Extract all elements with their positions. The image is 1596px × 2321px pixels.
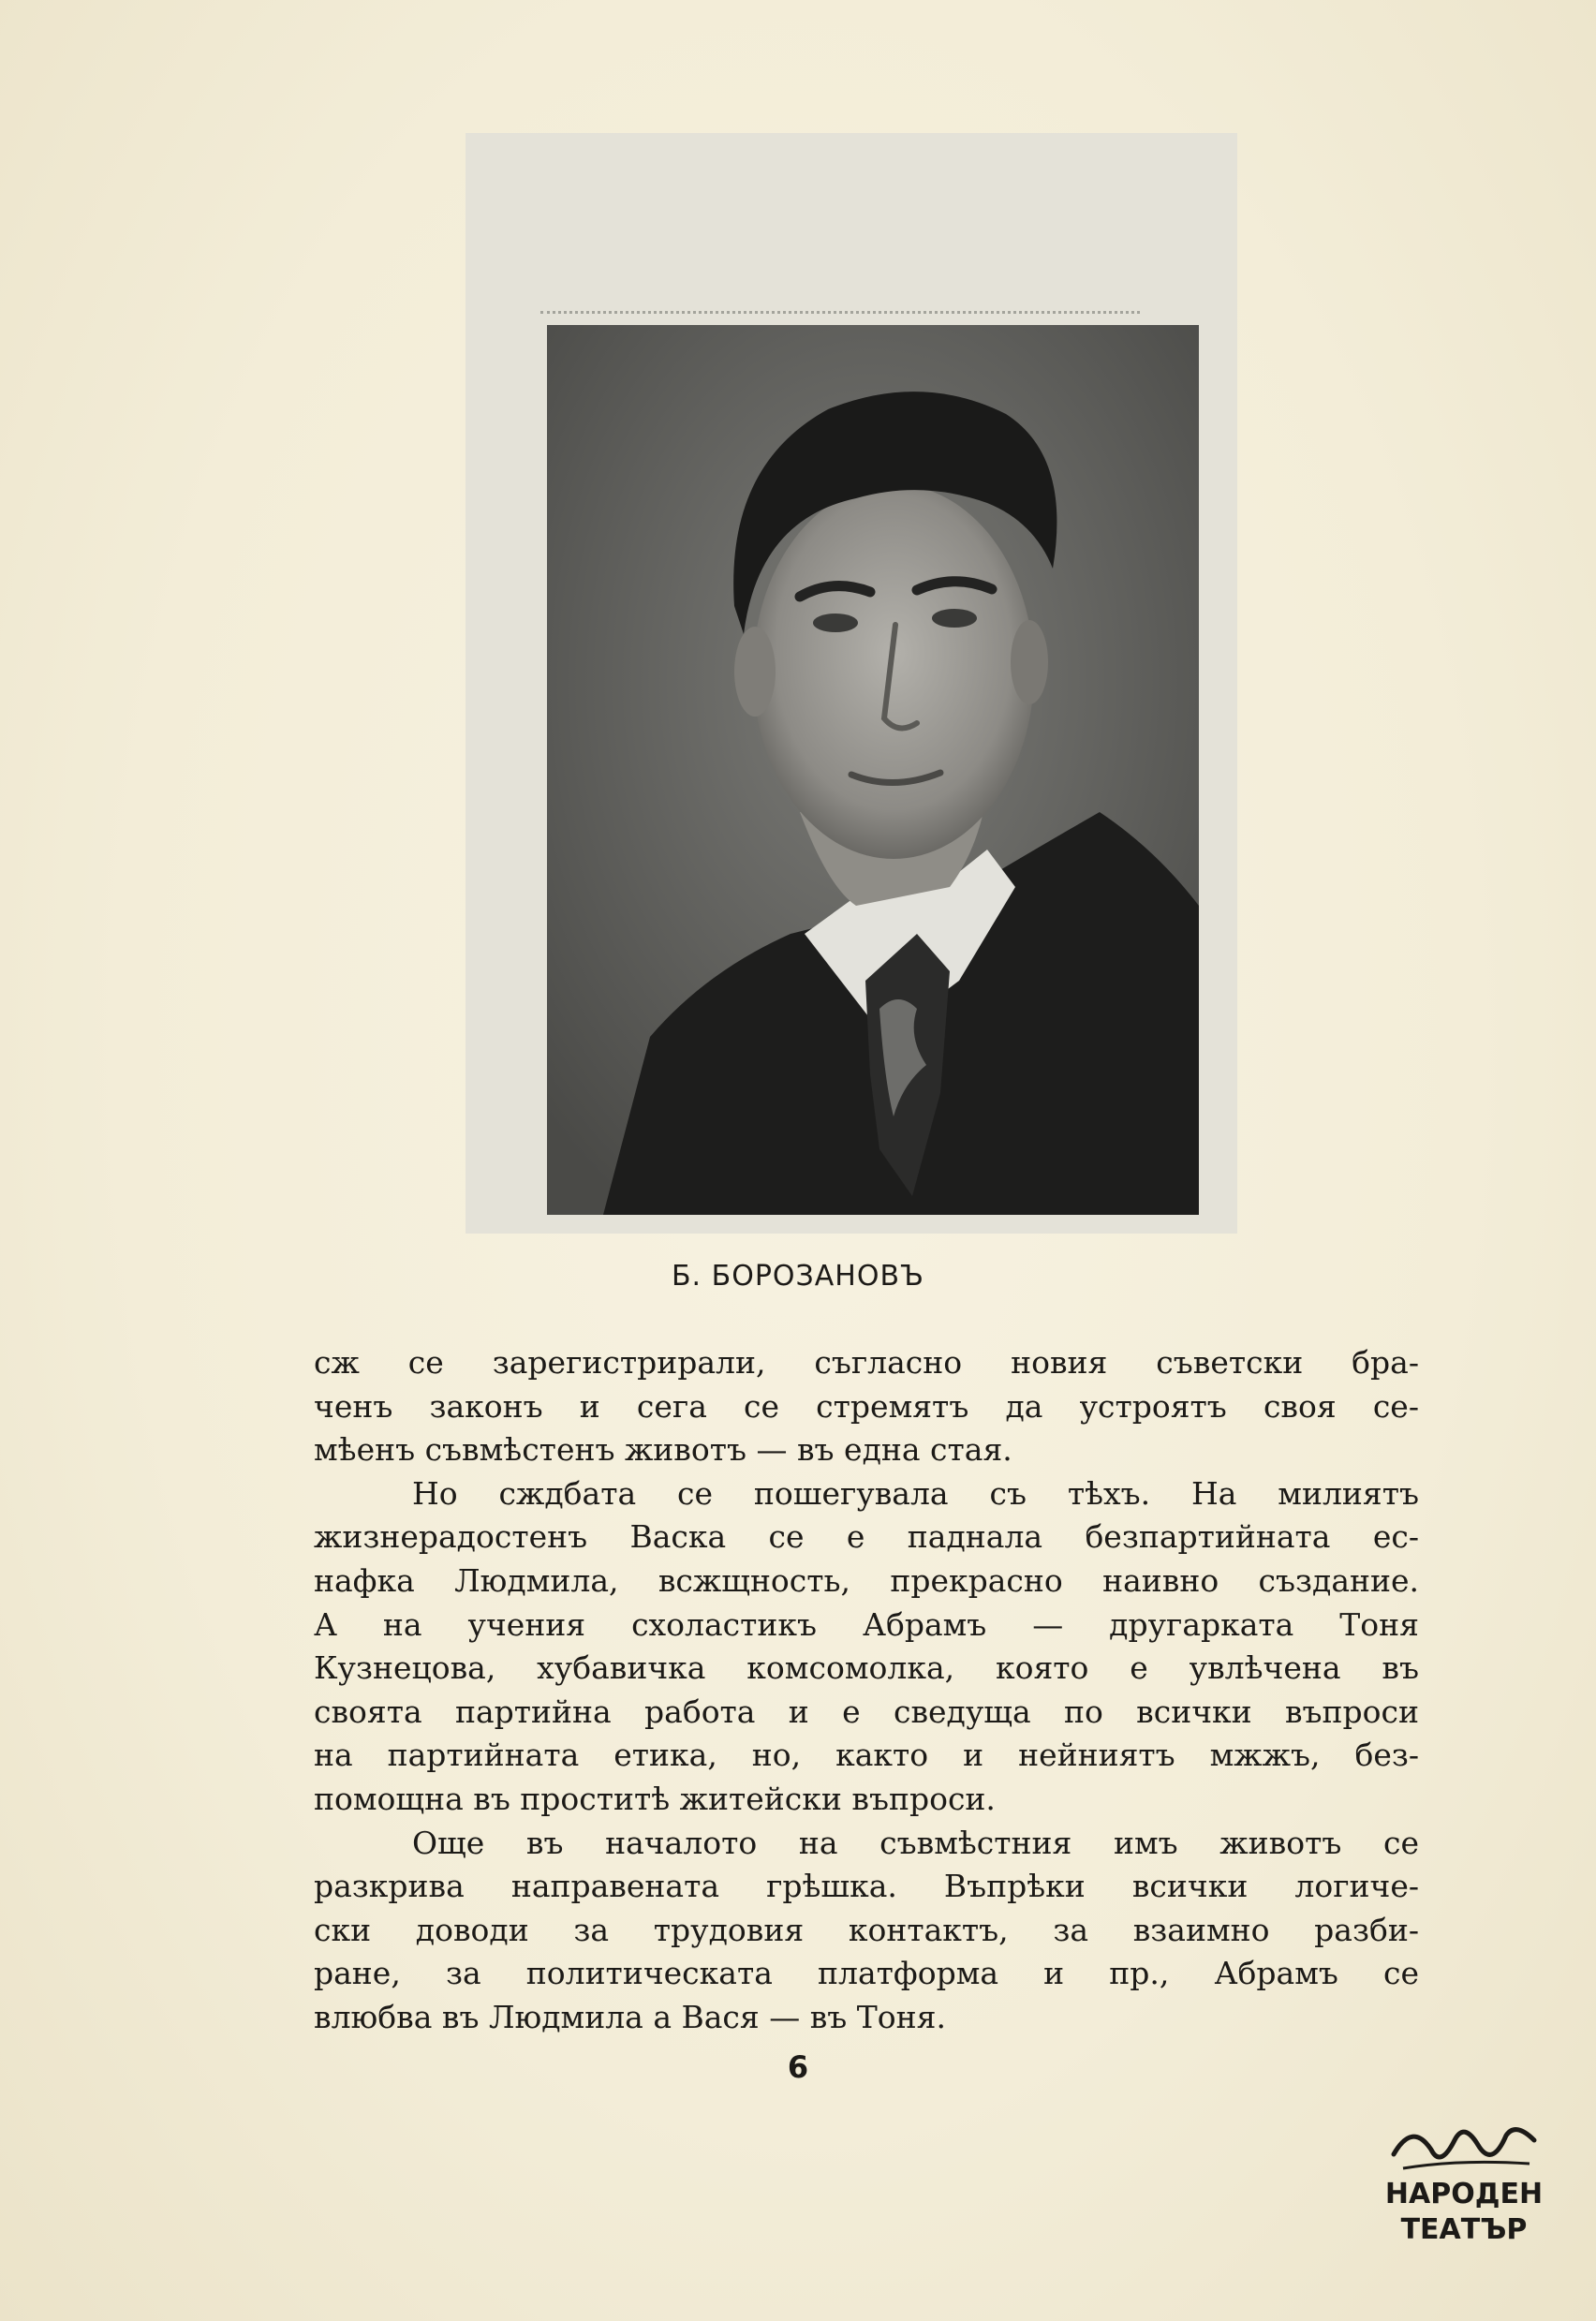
text-line: помощна въ проститѣ житейски въпроси.: [314, 1780, 996, 1817]
text-line: ски доводи за трудовия контактъ, за взаимно разби-: [314, 1911, 1419, 1948]
text-line: влюбва въ Людмила а Вася — въ Тоня.: [314, 1998, 946, 2035]
logo-line-2: ТЕАТЪР: [1400, 2213, 1528, 2246]
text-line: жизнерадостенъ Васка се е паднала безпартийната ес-: [314, 1518, 1419, 1556]
logo-line-1: НАРОДЕН: [1384, 2178, 1544, 2210]
photo-mount: [466, 133, 1237, 1234]
text-line: мѣенъ съвмѣстенъ животъ — въ една стая.: [314, 1431, 1012, 1469]
text-line: ченъ законъ и сега се стремятъ да устроятъ своя се-: [314, 1387, 1419, 1425]
text-line: разкрива направената грѣшка. Въпрѣки всички логиче-: [314, 1868, 1419, 1905]
text-line: нафка Людмила, всжщность, прекрасно наивно създание.: [314, 1561, 1419, 1599]
text-line: своята партийна работа и е сведуща по всички въпроси: [314, 1693, 1419, 1730]
page-number: 6: [787, 2049, 809, 2085]
text-line: Кузнецова, хубавичка комсомолка, която е увлѣчена въ: [314, 1649, 1419, 1687]
text-line: ране, за политическата платформа и пр., Абрамъ се: [314, 1955, 1419, 1992]
text-line: А на учения схоластикъ Абрамъ — другарката Тоня: [314, 1605, 1419, 1643]
national-theatre-logo: [1375, 2117, 1553, 2257]
body-text: [314, 1341, 1419, 2040]
photo-caption: Б. БОРОЗАНОВЪ: [671, 1260, 925, 1293]
text-line: Но сждбата се пошегувала съ тѣхъ. На милиятъ: [412, 1474, 1419, 1512]
text-line: Още въ началото на съвмѣстния имъ животъ се: [412, 1824, 1419, 1861]
text-line: на партийната етика, но, както и нейниятъ мжжъ, без-: [314, 1737, 1419, 1774]
portrait-photo: [547, 325, 1199, 1215]
text-line: сж се зарегистрирали, съгласно новия съветски бра-: [314, 1344, 1419, 1381]
